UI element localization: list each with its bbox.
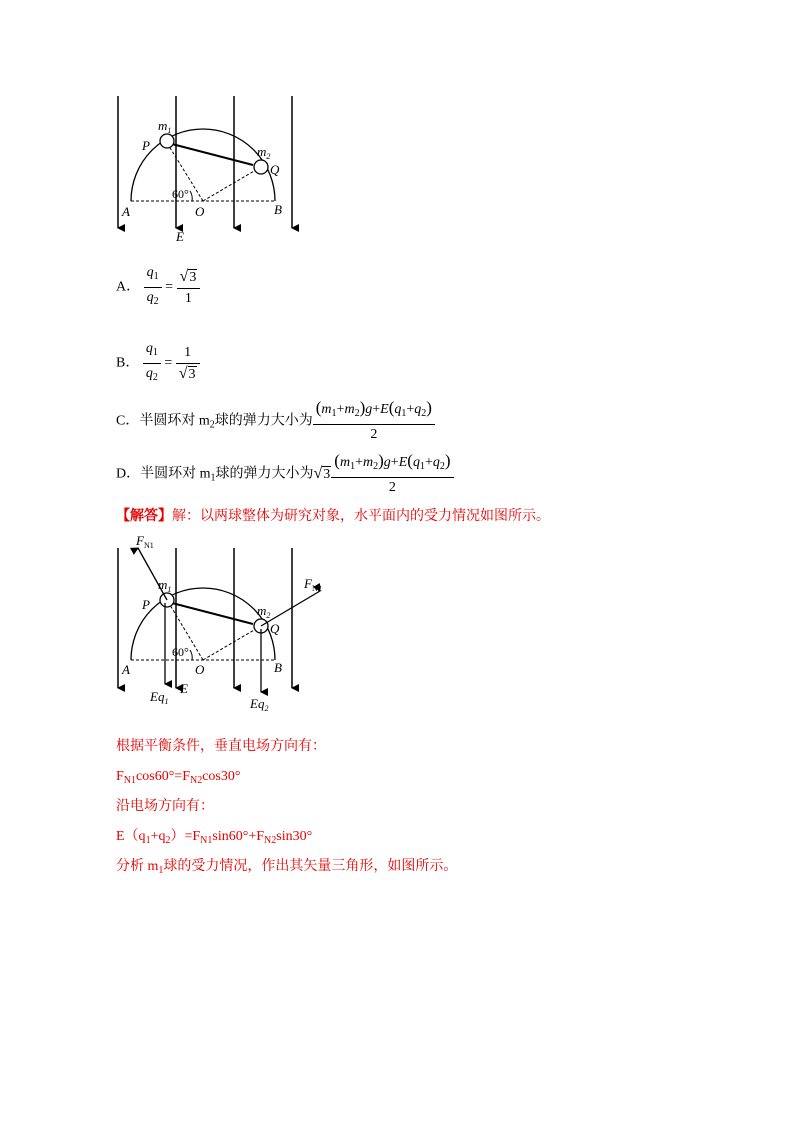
- label-p: P: [142, 597, 150, 612]
- solution-line-2: 沿电场方向有：: [116, 799, 214, 814]
- label-o: O: [195, 204, 205, 219]
- option-d-fraction: $\frac{(m_1+m_2)g+E(q_1+q_2)}{2}$: [331, 452, 453, 497]
- option-b: B． $\frac{q_1}{q_2}$ = $\frac{1}{√3}$: [116, 340, 200, 387]
- label-a: A: [122, 204, 130, 219]
- semicircle-ring: [131, 588, 275, 660]
- solution-line-1: 根据平衡条件，垂直电场方向有：: [116, 739, 326, 754]
- option-c-letter: C．: [116, 413, 140, 429]
- label-q: Q: [270, 162, 280, 177]
- option-a-letter: A．: [116, 279, 141, 295]
- label-e: E: [176, 229, 184, 244]
- option-c: C．半圆环对 $m_2$球的弹力大小为 $\frac{(m_1+m_2)g+E(q_1+q_2)}{2}$: [116, 399, 435, 444]
- option-a: A． $\frac{q_1}{q_2}$ = $\frac{√3}{1}$: [116, 264, 200, 311]
- force-fn1-arrow: [138, 548, 167, 600]
- figure-1: [100, 88, 320, 258]
- label-fn2: $F_{N2}$: [304, 576, 322, 593]
- option-b-lhs: $\frac{q_1}{q_2}$: [143, 340, 161, 387]
- solution-line-3: 分析 $m_1$球的受力情况，作出其矢量三角形，如图所示。: [116, 859, 458, 876]
- option-d-letter: D．: [116, 466, 141, 482]
- semicircle-ring: [131, 129, 275, 201]
- option-b-rhs: $\frac{1}{√3}$: [176, 344, 200, 384]
- option-c-fraction: $\frac{(m_1+m_2)g+E(q_1+q_2)}{2}$: [313, 399, 435, 444]
- option-b-letter: B．: [116, 355, 140, 371]
- connecting-rod: [172, 144, 253, 165]
- label-o: O: [195, 662, 205, 677]
- label-m1: $m_1$: [158, 577, 172, 594]
- label-m2: $m_2$: [257, 144, 271, 161]
- answer-intro: [116, 508, 550, 526]
- ball-m2: [254, 160, 268, 174]
- label-q: Q: [270, 621, 280, 636]
- label-p: P: [142, 138, 150, 153]
- label-eq1: $Eq_1$: [150, 689, 169, 706]
- figure-2: [100, 528, 340, 718]
- option-a-lhs: $\frac{q_1}{q_2}$: [144, 264, 162, 311]
- answer-tag: 【解答】: [116, 509, 172, 524]
- label-angle: 60°: [172, 645, 189, 659]
- label-b: B: [274, 660, 282, 675]
- angle-arc: [190, 650, 192, 660]
- angle-arc: [190, 191, 192, 201]
- answer-intro-text: 解：以两球整体为研究对象，水平面内的受力情况如图所示。: [172, 509, 550, 524]
- label-a: A: [122, 662, 130, 677]
- label-eq2: $Eq_2$: [250, 696, 269, 713]
- label-m1: $m_1$: [158, 118, 172, 135]
- connecting-rod: [172, 603, 253, 624]
- label-fn1: $F_{N1}$: [136, 533, 154, 550]
- label-e: E: [180, 681, 188, 696]
- label-m2: $m_2$: [257, 603, 271, 620]
- solution-equation-1: $F_{N1}\cos 60^\circ=F_{N2}\cos 30^\circ$: [116, 769, 241, 786]
- radius-oq: [203, 626, 261, 660]
- radius-oq: [203, 167, 261, 201]
- ball-m1: [160, 134, 174, 148]
- option-d: D．半圆环对 $m_1$球的弹力大小为√3 $\frac{(m_1+m_2)g+E(q_1+q_2)}{2}$: [116, 452, 454, 497]
- label-angle: 60°: [172, 187, 189, 201]
- label-b: B: [274, 202, 282, 217]
- solution-equation-2: $E(q_1+q_2)=F_{N1}\sin 60^\circ+F_{N2}\sin 30^\circ$: [116, 829, 313, 846]
- option-a-rhs: $\frac{√3}{1}$: [177, 268, 201, 308]
